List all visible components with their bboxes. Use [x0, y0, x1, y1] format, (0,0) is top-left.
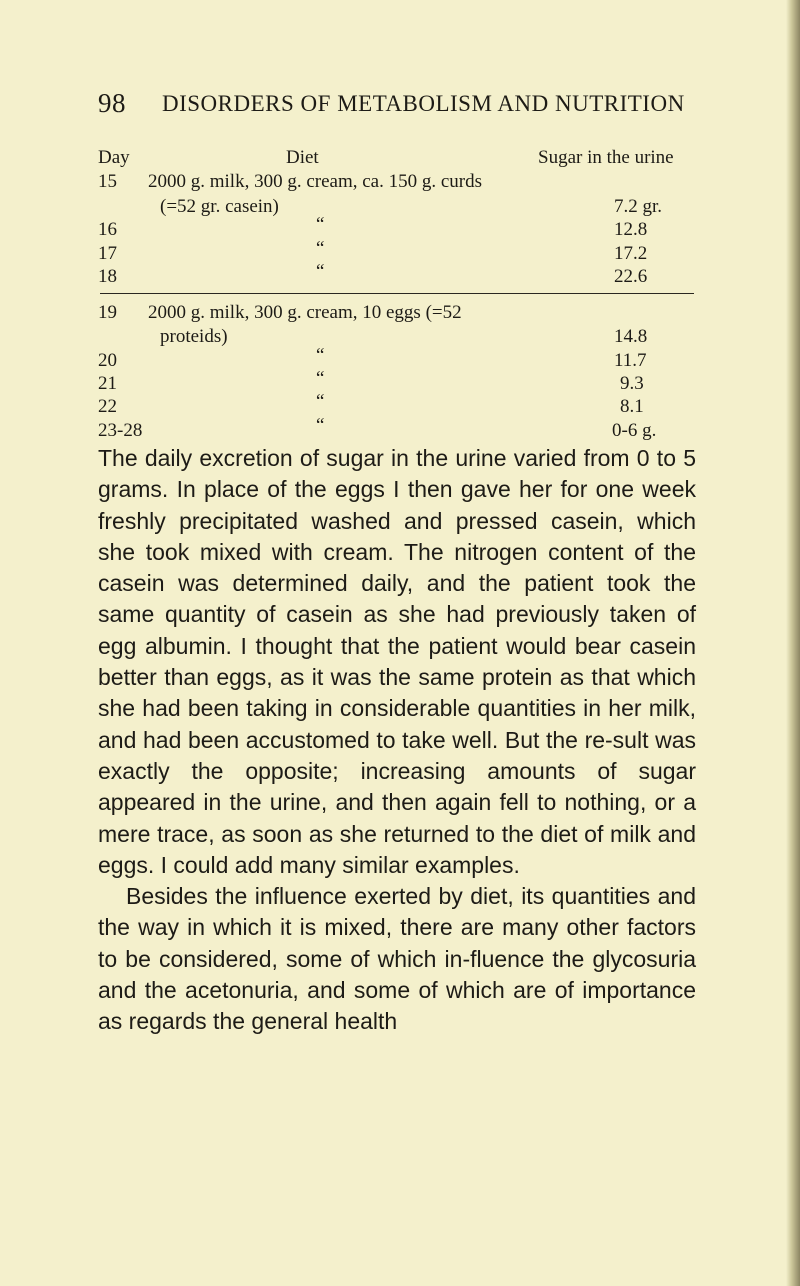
table-day: 18: [98, 266, 117, 287]
table-day: 16: [98, 219, 117, 240]
page-header: [98, 88, 698, 124]
col-header-sugar: Sugar in the urine: [538, 147, 674, 168]
table-diet: (=52 gr. casein): [160, 196, 279, 217]
table-sugar: 17.2: [614, 243, 648, 264]
table-sugar: 9.3: [620, 373, 644, 394]
table-day: 23-28: [98, 420, 143, 441]
table-day: 17: [98, 243, 117, 264]
ditto-mark: “: [316, 214, 325, 235]
table-diet: 2000 g. milk, 300 g. cream, ca. 150 g. curds: [148, 171, 483, 192]
table-day: 21: [98, 373, 117, 394]
table-diet: proteids): [160, 326, 228, 347]
table-sugar: 0-6 g.: [612, 420, 657, 441]
ditto-mark: “: [316, 345, 325, 366]
table-sugar: 12.8: [614, 219, 648, 240]
col-header-day: Day: [98, 147, 130, 168]
ditto-mark: “: [316, 368, 325, 389]
col-header-diet: Diet: [286, 147, 319, 168]
table-day: 20: [98, 350, 117, 371]
page-number: 98: [98, 88, 126, 118]
ditto-mark: “: [316, 415, 325, 436]
paragraph: The daily excretion of sugar in the urine varied from 0 to 5 grams. In place of the eggs I then gave her for one week freshly precipitated washed and pressed casein, which she took mixed with cream. The nitrogen content of the casein was determined daily, and the patient took the same quantity of casein as she had previously taken of egg albumin. I thought that the patient would bear casein better than eggs, as it was the same protein as that which she had been taking in considerable quantities in her milk, and had been accustomed to take well. But the re-sult was exactly the opposite; increasing amounts of sugar appeared in the urine, and then again fell to nothing, or a mere trace, as soon as she returned to the diet of milk and eggs. I could add many similar examples.: [98, 445, 696, 878]
body-text: [98, 443, 696, 1038]
running-title: DISORDERS OF METABOLISM AND NUTRITION: [162, 91, 685, 116]
table-sugar: 11.7: [614, 350, 647, 371]
paragraph: Besides the influence exerted by diet, its quantities and the way in which it is mixed, there are many other factors to be considered, some of which in-fluence the glycosuria and the acetonuria, and some of which are of importance as regards the general health: [98, 883, 696, 1035]
ditto-mark: “: [316, 391, 325, 412]
ditto-mark: “: [316, 261, 325, 282]
table-sugar: 22.6: [614, 266, 648, 287]
table-divider-rule: [100, 293, 694, 294]
page-edge-shadow: [786, 0, 800, 1286]
table-diet: 2000 g. milk, 300 g. cream, 10 eggs (=52: [148, 302, 462, 323]
ditto-mark: “: [316, 238, 325, 259]
table-day: 19: [98, 302, 117, 323]
table-day: 15: [98, 171, 117, 192]
table-day: 22: [98, 396, 117, 417]
table-sugar: 14.8: [614, 326, 648, 347]
table-sugar: 8.1: [620, 396, 644, 417]
table-sugar: 7.2 gr.: [614, 196, 663, 217]
